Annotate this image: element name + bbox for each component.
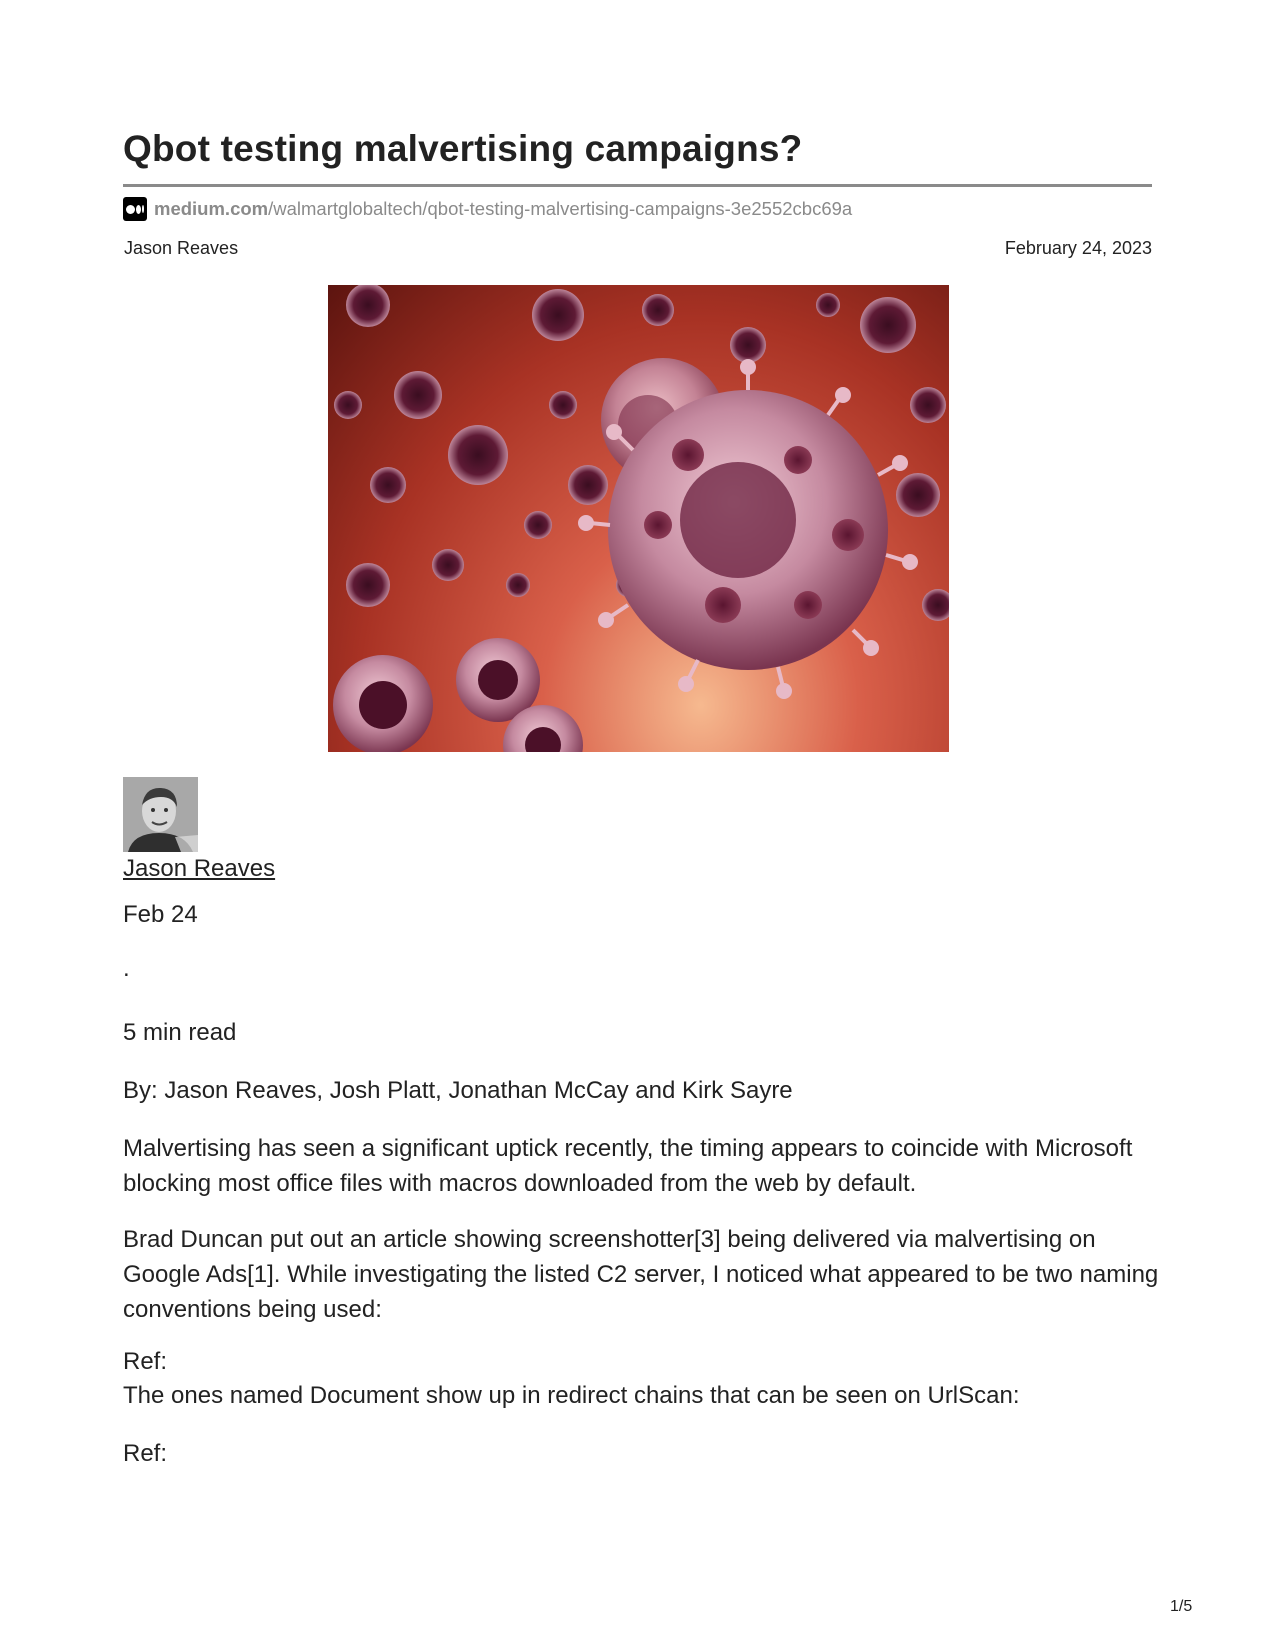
meta-author: Jason Reaves <box>124 238 239 258</box>
article-title: Qbot testing malvertising campaigns? <box>123 128 803 169</box>
authors-credit: By: Jason Reaves, Josh Platt, Jonathan McCay and Kirk Sayre <box>123 1077 793 1104</box>
ref-label-1: Ref: <box>123 1348 168 1375</box>
hero-image-virus <box>328 285 949 752</box>
title-divider <box>123 184 1152 187</box>
body-paragraph-3: The ones named Document show up in redirect chains that can be seen on UrlScan: <box>123 1382 1020 1409</box>
source-path: /walmartglobaltech/qbot-testing-malvertising-campaigns-3e2552cbc69a <box>268 198 853 219</box>
ref-label-2: Ref: <box>123 1440 168 1467</box>
source-url[interactable] <box>123 197 852 221</box>
medium-logo-icon <box>123 197 147 221</box>
body-paragraph-2: Brad Duncan put out an article showing screenshotter[3] being delivered via malvertising on Google Ads[1]. While investigating the listed C2 server, I noticed what appeared to be two naming conventions being used: <box>123 1226 1159 1323</box>
author-name-link[interactable]: Jason Reaves <box>123 855 276 882</box>
publish-date: Feb 24 <box>123 901 198 928</box>
meta-separator: . <box>123 955 130 982</box>
bottom-viruses <box>333 638 583 752</box>
meta-date: February 24, 2023 <box>1004 238 1152 258</box>
source-domain: medium.com <box>154 198 269 219</box>
page-number: 1/5 <box>1170 1598 1193 1615</box>
read-time: 5 min read <box>123 1019 237 1046</box>
author-avatar[interactable] <box>123 777 198 852</box>
body-paragraph-1: Malvertising has seen a significant uptick recently, the timing appears to coincide with Microsoft blocking most office files with macros downloaded from the web by default. <box>123 1135 1133 1197</box>
